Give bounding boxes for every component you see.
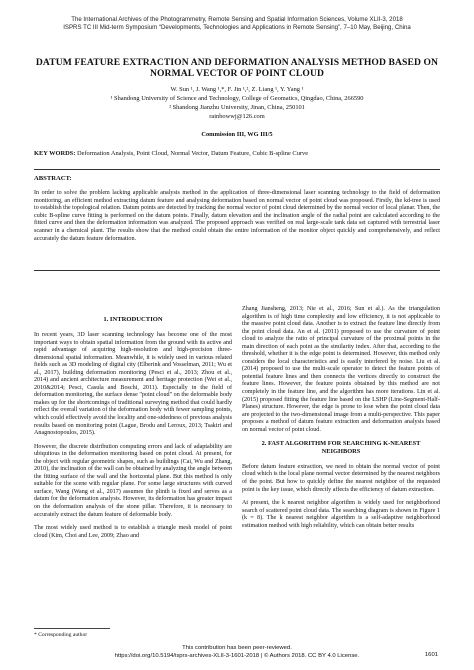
paper-title: DATUM FEATURE EXTRACTION AND DEFORMATION ANALYSIS METHOD BASED ON NORMAL VECTOR OF POINT CLOUD: [35, 57, 439, 79]
left-paragraph-3: The most widely used method is to establish a triangle mesh model of point cloud (Kim, Choi and Lee, 2009; Zhao and: [34, 525, 232, 539]
right-column: [242, 306, 440, 536]
abstract-heading: ABSTRACT:: [34, 175, 72, 182]
footer-doi-license[interactable]: https://doi.org/10.5194/isprs-archives-XLII-3-1601-2018 | © Authors 2018. CC BY 4.0 License.: [114, 652, 360, 659]
author-list: W. Sun ¹, J. Wang ¹,*, F. Jin ¹,², Z. Liang ¹, Y. Yang ¹: [170, 86, 304, 93]
running-header: [0, 16, 474, 32]
page-footer: [0, 645, 474, 660]
footer-review-note: This contribution has been peer-reviewed.: [182, 645, 292, 651]
abstract-top-rule: [34, 169, 440, 170]
section-2-heading: 2. FAST ALGORITHM FOR SEARCHING K-NEAREST NEIGHBORS: [261, 440, 421, 456]
contact-email[interactable]: rainbowwj@126.com: [209, 113, 265, 120]
header-line-1: The International Archives of the Photogrammetry, Remote Sensing and Spatial Information Sciences, Volume XLII-3, 2018: [71, 16, 403, 23]
left-paragraph-1: In recent years, 3D laser scanning technology has become one of the most important ways to obtain spatial information from the ground with its active and rapid advantage of acquiring high-resolution and high-precision three-dimensional spatial information. Meanwhile, it is widely used in various related fields such as 3D modeling of digital city (Elberink and Vosselman, 2011; Wu et al., 2017), building deformation monitoring (Pesci et al., 2013; Zhou et al., 2014) and ancient architecture measurement and heritage protection (Wei et al., 2010&2014; Pesci, Casula and Boschi, 2011). Especially in the field of deformation monitoring, the surface dense "point cloud" on the deformable body makes up for the shortcomings of traditional surveying method that could hardly reflect the overall variation of the deformation body with fewer sampling points, which could effectively avoid the locality and one-sidedness of previous analysis results based on monitoring point (Lague, Brodu and Leroux, 2013; Tsakiri and Anagnostopoulos, 2015).: [34, 332, 232, 437]
page-number: 1601: [424, 652, 438, 658]
abstract-bottom-rule: [34, 270, 440, 271]
keywords-text: Deformation Analysis, Point Cloud, Normal Vector, Datum Feature, Cubic B-spline Curve: [75, 150, 309, 157]
keywords: [34, 150, 440, 158]
keywords-label: KEY WORDS:: [34, 150, 76, 157]
right-paragraph-3: At present, the k nearest neighbor algorithm is widely used for neighborhood search of scattered point cloud data. The searching diagram is shown in Figure 1 (k = 8). The k nearest neighbor algorithm is a self-adaptive neighborhood estimation method with high reliability, which can obtain better results: [242, 500, 440, 529]
left-paragraph-2: However, the discrete distribution computing errors and lack of adaptability are ubiquitous in the deformation monitoring based on point cloud. At present, for the object with regular geometric shapes, such as buildings (Cai, Wu and Zhang, 2010), the inclination of the wall can be obtained by analyzing the angle between the fitting surface of the wall and the horizontal plane. But this method is only suitable for the scene with regular plane. For some large structures with curved surface, Wang (Wang et al., 2017) assumes the plinth is fixed and serves as a datum for the deformation analysis. However, its deformation has greater impact on the deformation analysis of the stone pillar. Therefore, it is necessary to accurately extract the datum feature of deformable body.: [34, 443, 232, 518]
commission-label: Commission III, WG III/5: [201, 131, 273, 138]
section-1-heading: 1. INTRODUCTION: [103, 316, 163, 323]
affiliation-2: ² Shandong Jianzhu University, Jinan, China, 250101: [169, 104, 305, 111]
header-line-2: ISPRS TC III Mid-term Symposium “Developments, Technologies and Applications in Remote Sensing”, 7–10 May, Beijing, China: [63, 24, 411, 31]
right-paragraph-2: Before datum feature extraction, we need to obtain the normal vector of point cloud which is the local plane normal vector determined by the nearest neighbors of the point. But how to quickly define the nearest neighbor of the requested point is the key issue, which directly affects the efficiency of datum extraction.: [242, 463, 440, 493]
abstract-text: In order to solve the problem lacking applicable analysis method in the application of three-dimensional laser scanning technology to the field of deformation monitoring, an efficient method extracting datum feature and analysing deformation based on normal vector of point cloud was proposed. Firstly, the kd-tree is used to establish the topological relation. Datum points are detected by tracking the normal vector of point cloud determined by the normal vector of local planar. Then, the cubic B-spline curve fitting is performed on the datum points. Finally, datum elevation and the inclination angle of the radial point are calculated according to the fitted curve and then the deformation information was analyzed. The proposed approach was verified on real large-scale tank data set captured with terrestrial laser scanner in a chemical plant. The results show that the method could obtain the entire information of the monitor object quickly and comprehensively, and reflect accurately the datum feature deformation.: [34, 190, 440, 242]
right-paragraph-1: Zhang Jiansheng, 2013; Nie et al., 2016; Sun et al.). As the triangulation algorithm is of high time complexity and low efficiency, it is not applicable to the massive point cloud data. Another is to extract the feature line directly from the point cloud data. An et al. (2011) proposed to use the curvature of point cloud to analyze the ratio of principal curvature of the proximal points in the main direction of each point as the similarity index. After that, according to the threshold, whether it is the edge point is determined. However, this method only considers the local characteristics and is easily interfered by noise. Liu et al. (2014) proposed to use the multi-scale operator to detect the feature points of potential feature lines and then connects the vertices directly to construct the feature lines. However, the feature points obtained by this method are not completely in the feature line, and the algorithm has more iterations. Lin et al. (2015) proposed fitting the feature line based on the LSHP (Line-Segment-Half-Planes) structure. However, the edge is prone to lose when the point cloud data are projected to the two-dimensional image from a multi-perspective. This paper proposes a method of datum feature extraction and deformation analysis based on normal vector of point cloud.: [242, 306, 440, 433]
footnote-rule: [34, 628, 110, 629]
left-column: [34, 316, 232, 546]
affiliation-1: ¹ Shandong University of Science and Technology, College of Geomatics, Qingdao, China, 266590: [110, 95, 364, 102]
footnote: * Corresponding author: [34, 632, 88, 638]
